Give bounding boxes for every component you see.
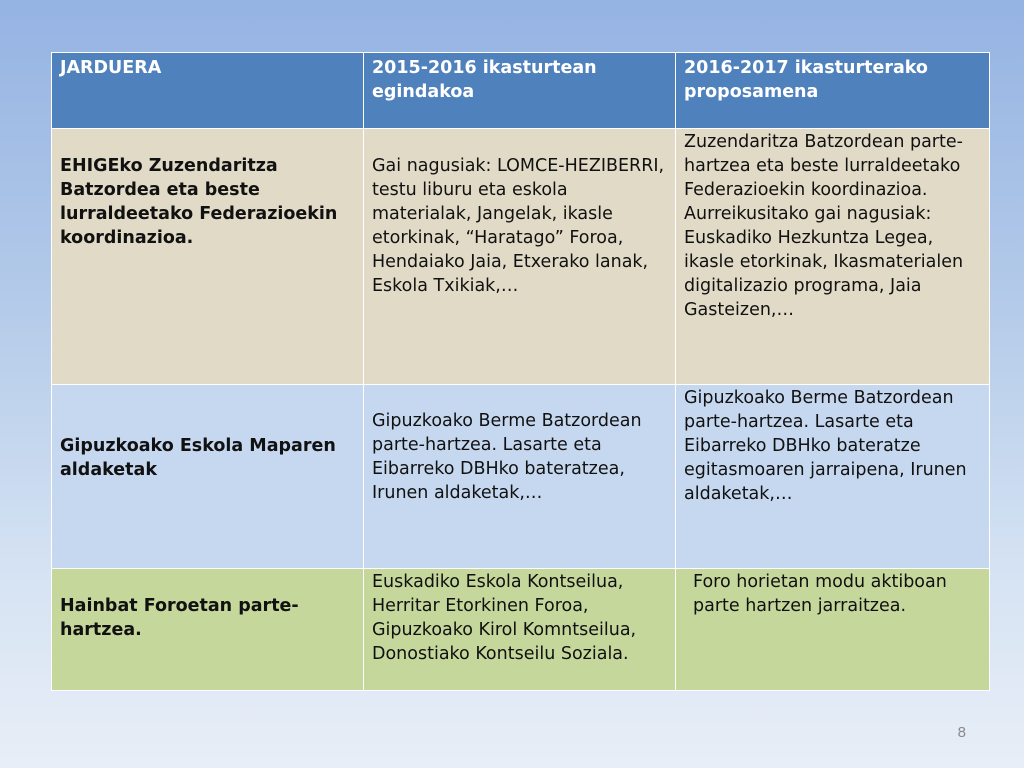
activity-cell: Gipuzkoako Eskola Maparen aldaketak (52, 385, 364, 569)
done-cell: Gai nagusiak: LOMCE-HEZIBERRI, testu liburu eta eskola materialak, Jangelak, ikasle etorkinak, “Haratago” Foroa, Hendaiako Jaia, Etxerako lanak, Eskola Txikiak,… (364, 129, 676, 385)
table-row (52, 129, 990, 385)
header-done-2015-2016: 2015-2016 ikasturtean egindakoa (364, 53, 676, 129)
done-cell: Gipuzkoako Berme Batzordean parte-hartzea. Lasarte eta Eibarreko DBHko bateratzea, Irunen aldaketak,… (364, 385, 676, 569)
table-row (52, 569, 990, 691)
activity-cell: Hainbat Foroetan parte-hartzea. (52, 569, 364, 691)
table-row (52, 385, 990, 569)
slide-page-number: 8 (957, 724, 966, 741)
proposal-cell: Gipuzkoako Berme Batzordean parte-hartzea. Lasarte eta Eibarreko DBHko bateratze egitasmoaren jarraipena, Irunen aldaketak,… (676, 385, 990, 569)
proposal-cell: Zuzendaritza Batzordean parte-hartzea eta beste lurraldeetako Federazioekin koordinazioa. Aurreikusitako gai nagusiak: Euskadiko Hezkuntza Legea, ikasle etorkinak, Ikasmaterialen digitalizazio programa, Jaia Gasteizen,… (676, 129, 990, 385)
header-proposal-2016-2017: 2016-2017 ikasturterako proposamena (676, 53, 990, 129)
done-cell: Euskadiko Eskola Kontseilua, Herritar Etorkinen Foroa, Gipuzkoako Kirol Komntseilua, Donostiako Kontseilu Soziala. (364, 569, 676, 691)
activity-cell: EHIGEko Zuzendaritza Batzordea eta beste lurraldeetako Federazioekin koordinazioa. (52, 129, 364, 385)
table-header-row (52, 53, 990, 129)
activities-table (51, 52, 990, 691)
header-activity: JARDUERA (52, 53, 364, 129)
proposal-cell: Foro horietan modu aktiboan parte hartzen jarraitzea. (676, 569, 990, 691)
